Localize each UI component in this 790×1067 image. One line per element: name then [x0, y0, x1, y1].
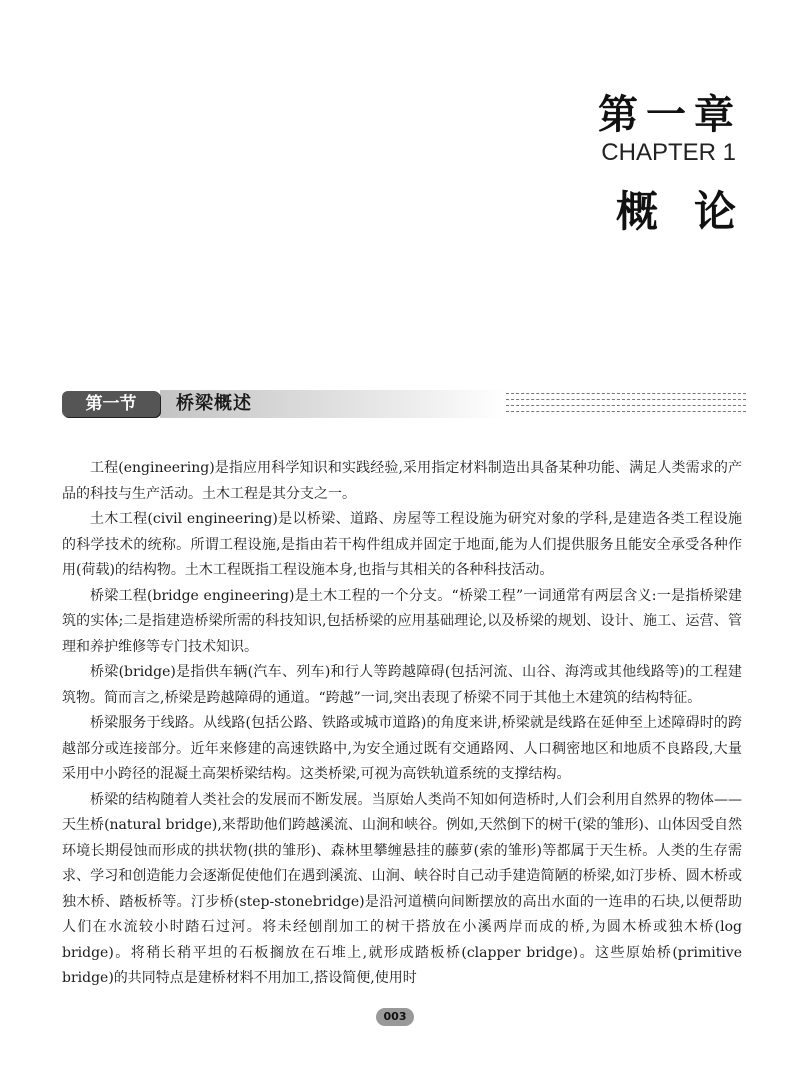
chapter-name: 概论 [615, 187, 772, 236]
section-number: 第一节 [85, 394, 137, 414]
paragraph: 工程(engineering)是指应用科学知识和实践经验,采用指定材料制造出具备某种功能、满足人类需求的产品的科技与生产活动。土木工程是其分支之一。 [62, 460, 742, 502]
page-number: 003 [376, 1008, 414, 1026]
chapter-heading [598, 92, 772, 236]
chapter-english-title: CHAPTER 1 [601, 139, 736, 166]
paragraph: 桥梁(bridge)是指供车辆(汽车、列车)和行人等跨越障碍(包括河流、山谷、海湾或其他线路等)的工程建筑物。简而言之,桥梁是跨越障碍的通道。“跨越”一词,突出表现了桥梁不同于其他土木建筑的结构特征。 [62, 664, 742, 706]
section-banner-dashes [506, 393, 746, 419]
chapter-title: 第一章 [598, 92, 742, 138]
body-text [62, 456, 742, 992]
paragraph: 土木工程(civil engineering)是以桥梁、道路、房屋等工程设施为研究对象的学科,是建造各类工程设施的科学技术的统称。所谓工程设施,是指由若干构件组成并固定于地面,能为人们提供服务且能安全承受各种作用(荷载)的结构物。土木工程既指工程设施本身,也指与其相关的各种科技活动。 [62, 511, 742, 578]
section-title: 桥梁概述 [176, 393, 252, 414]
paragraph: 桥梁服务于线路。从线路(包括公路、铁路或城市道路)的角度来讲,桥梁就是线路在延伸至上述障碍时的跨越部分或连接部分。近年来修建的高速铁路中,为安全通过既有交通路网、人口稠密地区和地质不良路段,大量采用中小跨径的混凝土高架桥梁结构。这类桥梁,可视为高铁轨道系统的支撑结构。 [62, 715, 742, 782]
section-banner [56, 385, 746, 425]
paragraph: 桥梁工程(bridge engineering)是土木工程的一个分支。“桥梁工程”一词通常有两层含义:一是指桥梁建筑的实体;二是指建造桥梁所需的科技知识,包括桥梁的应用基础理论,以及桥梁的规划、设计、施工、运营、管理和养护维修等专门技术知识。 [62, 587, 742, 655]
paragraph: 桥梁的结构随着人类社会的发展而不断发展。当原始人类尚不知如何造桥时,人们会利用自然界的物体——天生桥(natural bridge),来帮助他们跨越溪流、山涧和峡谷。例如,天然倒下的树干(梁的雏形)、山体因受自然环境长期侵蚀而形成的拱状物(拱的雏形)、森林里攀缠悬挂的藤萝(索的雏形)等都属于天生桥。人类的生存需求、学习和创造能力会逐渐促使他们在遇到溪流、山涧、峡谷时自己动手建造简陋的桥梁,如汀步桥、圆木桥或独木桥、踏板桥等。汀步桥(step-stonebridge)是沿河道横向间断摆放的高出水面的一连串的石块,以便帮助人们在水流较小时踏石过河。将未经刨削加工的树干搭放在小溪两岸而成的桥,为圆木桥或独木桥(log bridge)。将稍长稍平坦的石板搁放在石堆上,就形成踏板桥(clapper bridge)。这些原始桥(primitive bridge)的共同特点是建桥材料不用加工,搭设简便,使用时 [62, 791, 742, 986]
